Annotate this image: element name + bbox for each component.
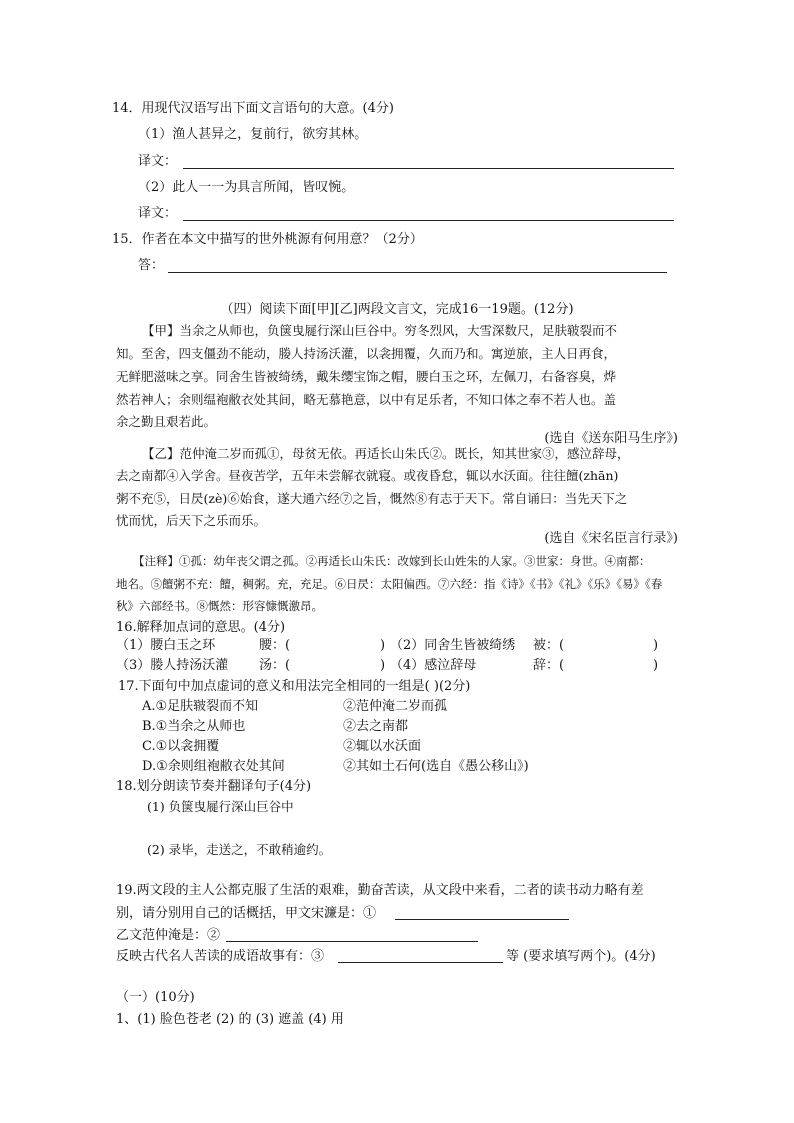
q16-close-4: ) [653,658,659,673]
q19-answer-line-3[interactable] [338,962,503,963]
answers-heading: （一）(10分) [116,990,195,1005]
yi-source: (选自《宋名臣言行录》) [544,531,678,546]
q16-title: 16.解释加点词的意思。(4分) [116,620,286,635]
q17-title: 17.下面句中加点虚词的意义和用法完全相同的一组是( )(2分) [118,679,471,694]
q19-line-1: 19.两文段的主人公都克服了生活的艰难，勤奋苦读，从文段中来看，二者的读书动力略有差 [116,883,644,898]
q14-title: 14．用现代汉语写出下面文言语句的大意。(4分) [112,101,394,116]
q16-key-1: 腰：( [259,638,291,653]
q17-option-c-1: C.①以衾拥覆 [142,739,220,754]
q15-answer-line[interactable] [168,272,667,273]
q14-answer-line-1[interactable] [183,168,674,169]
yi-line-2: 去之南都④入学舍。昼夜苦学，五年未尝解衣就寝。或夜昏怠，辄以水沃面。往往饘(zhān) [116,468,619,483]
q16-item-2: （2）同舍生皆被绮绣 [390,638,516,653]
jia-line-2: 知。至舍，四支僵劲不能动，媵人持汤沃灌，以衾拥覆，久而乃和。寓逆旅，主人日再食， [116,346,617,361]
q16-key-4: 辞：( [533,658,565,673]
jia-line-5: 余之勤且艰若此。 [116,414,217,429]
q16-key-3: 汤：( [259,658,291,673]
q19-line-3: 乙文范仲淹是：② [116,928,221,943]
q18-title: 18.划分朗读节奏并翻译句子(4分) [116,779,312,794]
notes-line-3: 秋》六部经书。⑧慨然：形容慷慨激昂。 [116,599,323,613]
q17-option-b-1: B.①当余之从师也 [142,719,246,734]
q14-sentence-1: （1）渔人甚异之，复前行，欲穷其林。 [138,127,368,142]
jia-source: (选自《送东阳马生序》) [544,431,678,446]
section4-heading: （四）阅读下面[甲][乙]两段文言文，完成16一19题。(12分) [220,302,574,317]
jia-line-4: 然若神人；余则缊袍敝衣处其间，略无慕艳意，以中有足乐者，不知口体之奉不若人也。盖 [116,392,617,407]
q16-close-1: ) [380,638,386,653]
notes-line-2: 地名。⑤饘粥不充：饘，稠粥。充，充足。⑥日昃：太阳偏西。⑦六经：指《诗》《书》《礼》《乐》《易》《春 [116,577,663,591]
q16-item-1: （1）腰白玉之环 [116,638,216,653]
q17-option-b-2: ②去之南都 [343,719,409,734]
q19-answer-line-1[interactable] [395,919,569,920]
q17-option-d-1: D.①余则组袍敝衣处其间 [142,759,285,774]
jia-line-1: 【甲】当余之从师也，负箧曳屣行深山巨谷中。穷冬烈风，大雪深数尺，足肤皲裂而不 [142,323,618,338]
q14-translation-label-2: 译文： [138,206,178,221]
q16-key-2: 被：( [533,638,565,653]
q15-title: 15．作者在本文中描写的世外桃源有何用意？（2分） [112,232,423,247]
q19-line-4a: 反映古代名人苦读的成语故事有：③ [116,949,325,964]
answers-line-1: 1、(1) 脸色苍老 (2) 的 (3) 遮盖 (4) 用 [116,1012,344,1027]
q18-sentence-2: (2) 录毕，走送之，不敢稍逾约。 [147,842,332,857]
q18-sentence-1: (1) 负箧曳屣行深山巨谷中 [147,799,294,814]
jia-line-3: 无鲜肥滋味之享。同舍生皆被绮绣，戴朱缨宝饰之帽，腰白玉之环，左佩刀，右备容臭，烨 [116,369,617,384]
q19-line-2: 别，请分别用自己的话概括，甲文宋濂是：① [116,906,377,921]
q16-item-3: （3）媵人持汤沃灌 [116,658,229,673]
q14-sentence-2: （2）此人一一为具言所闻，皆叹惋。 [138,180,355,195]
q17-option-c-2: ②辄以水沃面 [343,739,422,754]
q16-item-4: （4）感泣辞母 [390,658,477,673]
q19-line-4b: 等 (要求填写两个)。(4分) [506,949,656,964]
q15-answer-label: 答： [138,258,165,273]
q17-option-d-2: ②其如土石何(选自《愚公移山》) [343,759,529,774]
yi-line-3: 粥不充⑤，日昃(zè)⑥始食，遂大通六经⑦之旨，慨然⑧有志于天下。常自诵曰：当先天下之 [116,491,628,506]
notes-line-1: 【注释】①孤：幼年丧父谓之孤。②再适长山朱氏：改嫁到长山姓朱的人家。③世家：身世。④南都： [133,554,651,568]
q17-option-a-2: ②范仲淹二岁而孤 [343,699,448,714]
q16-close-2: ) [653,638,659,653]
q19-answer-line-2[interactable] [226,941,478,942]
q14-answer-line-2[interactable] [183,220,674,221]
q17-option-a-1: A.①足肤皲裂而不知 [142,699,259,714]
yi-line-4: 忧而忧，后天下之乐而乐。 [116,513,267,528]
yi-line-1: 【乙】范仲淹二岁而孤①，母贫无依。再适长山朱氏②。既长，知其世家③，感泣辞母， [142,446,630,461]
q16-close-3: ) [380,658,386,673]
q14-translation-label-1: 译文： [138,154,178,169]
